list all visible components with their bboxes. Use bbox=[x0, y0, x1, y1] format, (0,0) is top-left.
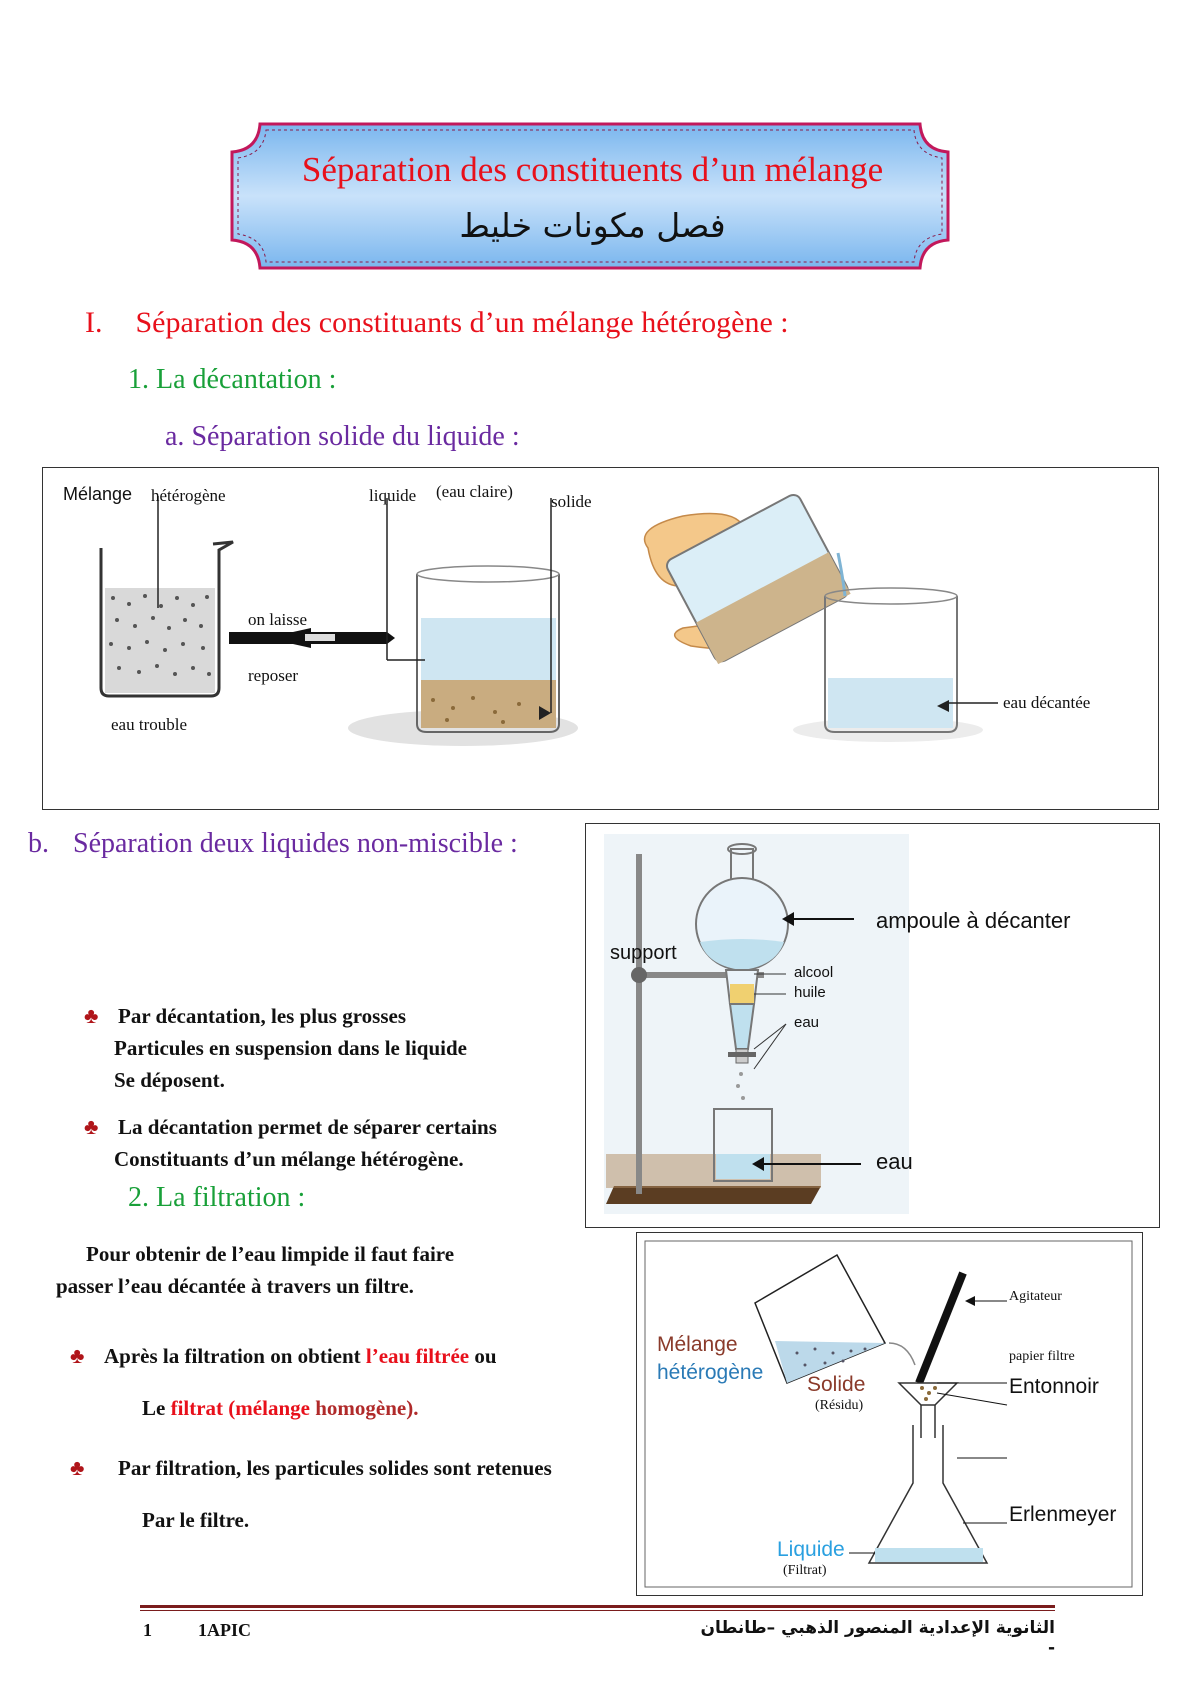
label-on-laisse: on laisse bbox=[248, 610, 308, 629]
decant-point-line: Particules en suspension dans le liquide bbox=[114, 1036, 467, 1060]
section-title: Séparation des constituants d’un mélange hétérogène : bbox=[135, 306, 789, 339]
label-eau-small: eau bbox=[794, 1014, 820, 1031]
decant-point-line: Par décantation, les plus grosses bbox=[118, 1004, 406, 1028]
figure-decantation bbox=[42, 467, 1159, 810]
title-banner bbox=[230, 120, 955, 272]
footer-school: الثانوية الإعدادية المنصور الذهبي –طانطان - bbox=[700, 1618, 1055, 1658]
decant-point-1 bbox=[84, 1000, 467, 1096]
subsection-number: 1. bbox=[128, 364, 149, 395]
subsubsection-title: Séparation deux liquides non-miscible : bbox=[73, 828, 518, 859]
club-icon: ♣ bbox=[70, 1343, 85, 1368]
subsection-filtration bbox=[128, 1182, 305, 1214]
figure-filtration bbox=[636, 1232, 1143, 1596]
footer-page-number: 1 bbox=[143, 1620, 152, 1640]
filtration-illustration bbox=[637, 1233, 1142, 1595]
label-support: support bbox=[610, 942, 677, 964]
label-erlenmeyer: Erlenmeyer bbox=[1009, 1503, 1117, 1526]
filtration-point-2 bbox=[70, 1452, 552, 1484]
label-heterogene: hétérogène bbox=[151, 486, 226, 505]
funnel-illustration bbox=[586, 824, 1159, 1227]
filtration-intro-line: passer l’eau décantée à travers un filtre. bbox=[56, 1274, 414, 1298]
label-alcool: alcool bbox=[794, 964, 834, 981]
figure-separating-funnel bbox=[585, 823, 1160, 1228]
label-solide: Solide bbox=[807, 1373, 866, 1396]
decant-point-line: La décantation permet de séparer certains bbox=[118, 1115, 497, 1139]
filtration-point-2-line2: Par le filtre. bbox=[142, 1508, 250, 1532]
label-liquide: liquide bbox=[369, 486, 417, 505]
club-icon: ♣ bbox=[84, 1114, 99, 1139]
label-ampoule: ampoule à décanter bbox=[876, 908, 1071, 933]
subsection-title: La décantation : bbox=[156, 364, 337, 395]
filtration-highlight-homogene: homogène). bbox=[315, 1396, 419, 1420]
filtration-intro-line: Pour obtenir de l’eau limpide il faut faire bbox=[86, 1242, 455, 1266]
decant-point-line: Se déposent. bbox=[114, 1068, 225, 1092]
filtration-highlight: l’eau filtrée bbox=[365, 1344, 470, 1368]
label-huile: huile bbox=[794, 984, 826, 1001]
subsubsection-title: Séparation solide du liquide : bbox=[191, 421, 520, 452]
filtration-text: Par filtration, les particules solides sont retenues bbox=[118, 1456, 552, 1480]
footer-class: 1APIC bbox=[198, 1620, 251, 1640]
label-liquide: Liquide bbox=[777, 1538, 845, 1561]
filtration-text: ou bbox=[469, 1344, 497, 1368]
filtration-text: Après la filtration on obtient bbox=[104, 1344, 366, 1368]
label-papier-filtre: papier filtre bbox=[1009, 1349, 1075, 1364]
subsection-number: 2. bbox=[128, 1182, 149, 1213]
filtration-highlight: filtrat (mélange bbox=[170, 1396, 316, 1420]
label-eau-claire: (eau claire) bbox=[436, 482, 513, 501]
label-heterogene: hétérogène bbox=[657, 1361, 764, 1384]
decant-point-2 bbox=[84, 1111, 497, 1175]
section-heading bbox=[85, 306, 789, 340]
label-eau-trouble: eau trouble bbox=[111, 715, 187, 734]
filtration-point-1-line2 bbox=[142, 1392, 418, 1424]
label-filtrat: (Filtrat) bbox=[783, 1563, 827, 1578]
label-entonnoir: Entonnoir bbox=[1009, 1375, 1099, 1398]
label-reposer: reposer bbox=[248, 666, 299, 685]
banner-title-fr: Séparation des constituents d’un mélange bbox=[301, 150, 884, 189]
club-icon: ♣ bbox=[84, 1003, 99, 1028]
section-number: I. bbox=[85, 306, 103, 339]
filtration-text: Le bbox=[142, 1396, 171, 1420]
label-melange: Mélange bbox=[63, 484, 133, 504]
label-eau: eau bbox=[876, 1149, 913, 1174]
filtration-point-1 bbox=[70, 1340, 497, 1372]
filtration-intro bbox=[56, 1238, 454, 1302]
subsubsection-solid-liquid bbox=[165, 421, 520, 453]
subsection-decantation bbox=[128, 364, 336, 396]
club-icon: ♣ bbox=[70, 1455, 85, 1480]
subsubsection-number: b. bbox=[28, 828, 49, 859]
label-agitateur: Agitateur bbox=[1009, 1289, 1062, 1304]
label-melange: Mélange bbox=[657, 1333, 738, 1356]
decant-point-line: Constituants d’un mélange hétérogène. bbox=[114, 1147, 464, 1171]
subsection-title: La filtration : bbox=[156, 1182, 306, 1213]
subsubsection-two-liquids bbox=[28, 828, 518, 860]
footer-rule bbox=[140, 1610, 1055, 1611]
footer-rule bbox=[140, 1605, 1055, 1608]
label-residu: (Résidu) bbox=[815, 1398, 864, 1413]
banner-frame bbox=[230, 120, 955, 272]
label-solide: solide bbox=[551, 492, 592, 511]
subsubsection-number: a. bbox=[165, 421, 185, 452]
label-eau-decantee: eau décantée bbox=[1003, 693, 1091, 712]
decantation-illustration bbox=[43, 468, 1158, 809]
banner-title-ar: فصل مكونات خليط bbox=[459, 206, 726, 245]
